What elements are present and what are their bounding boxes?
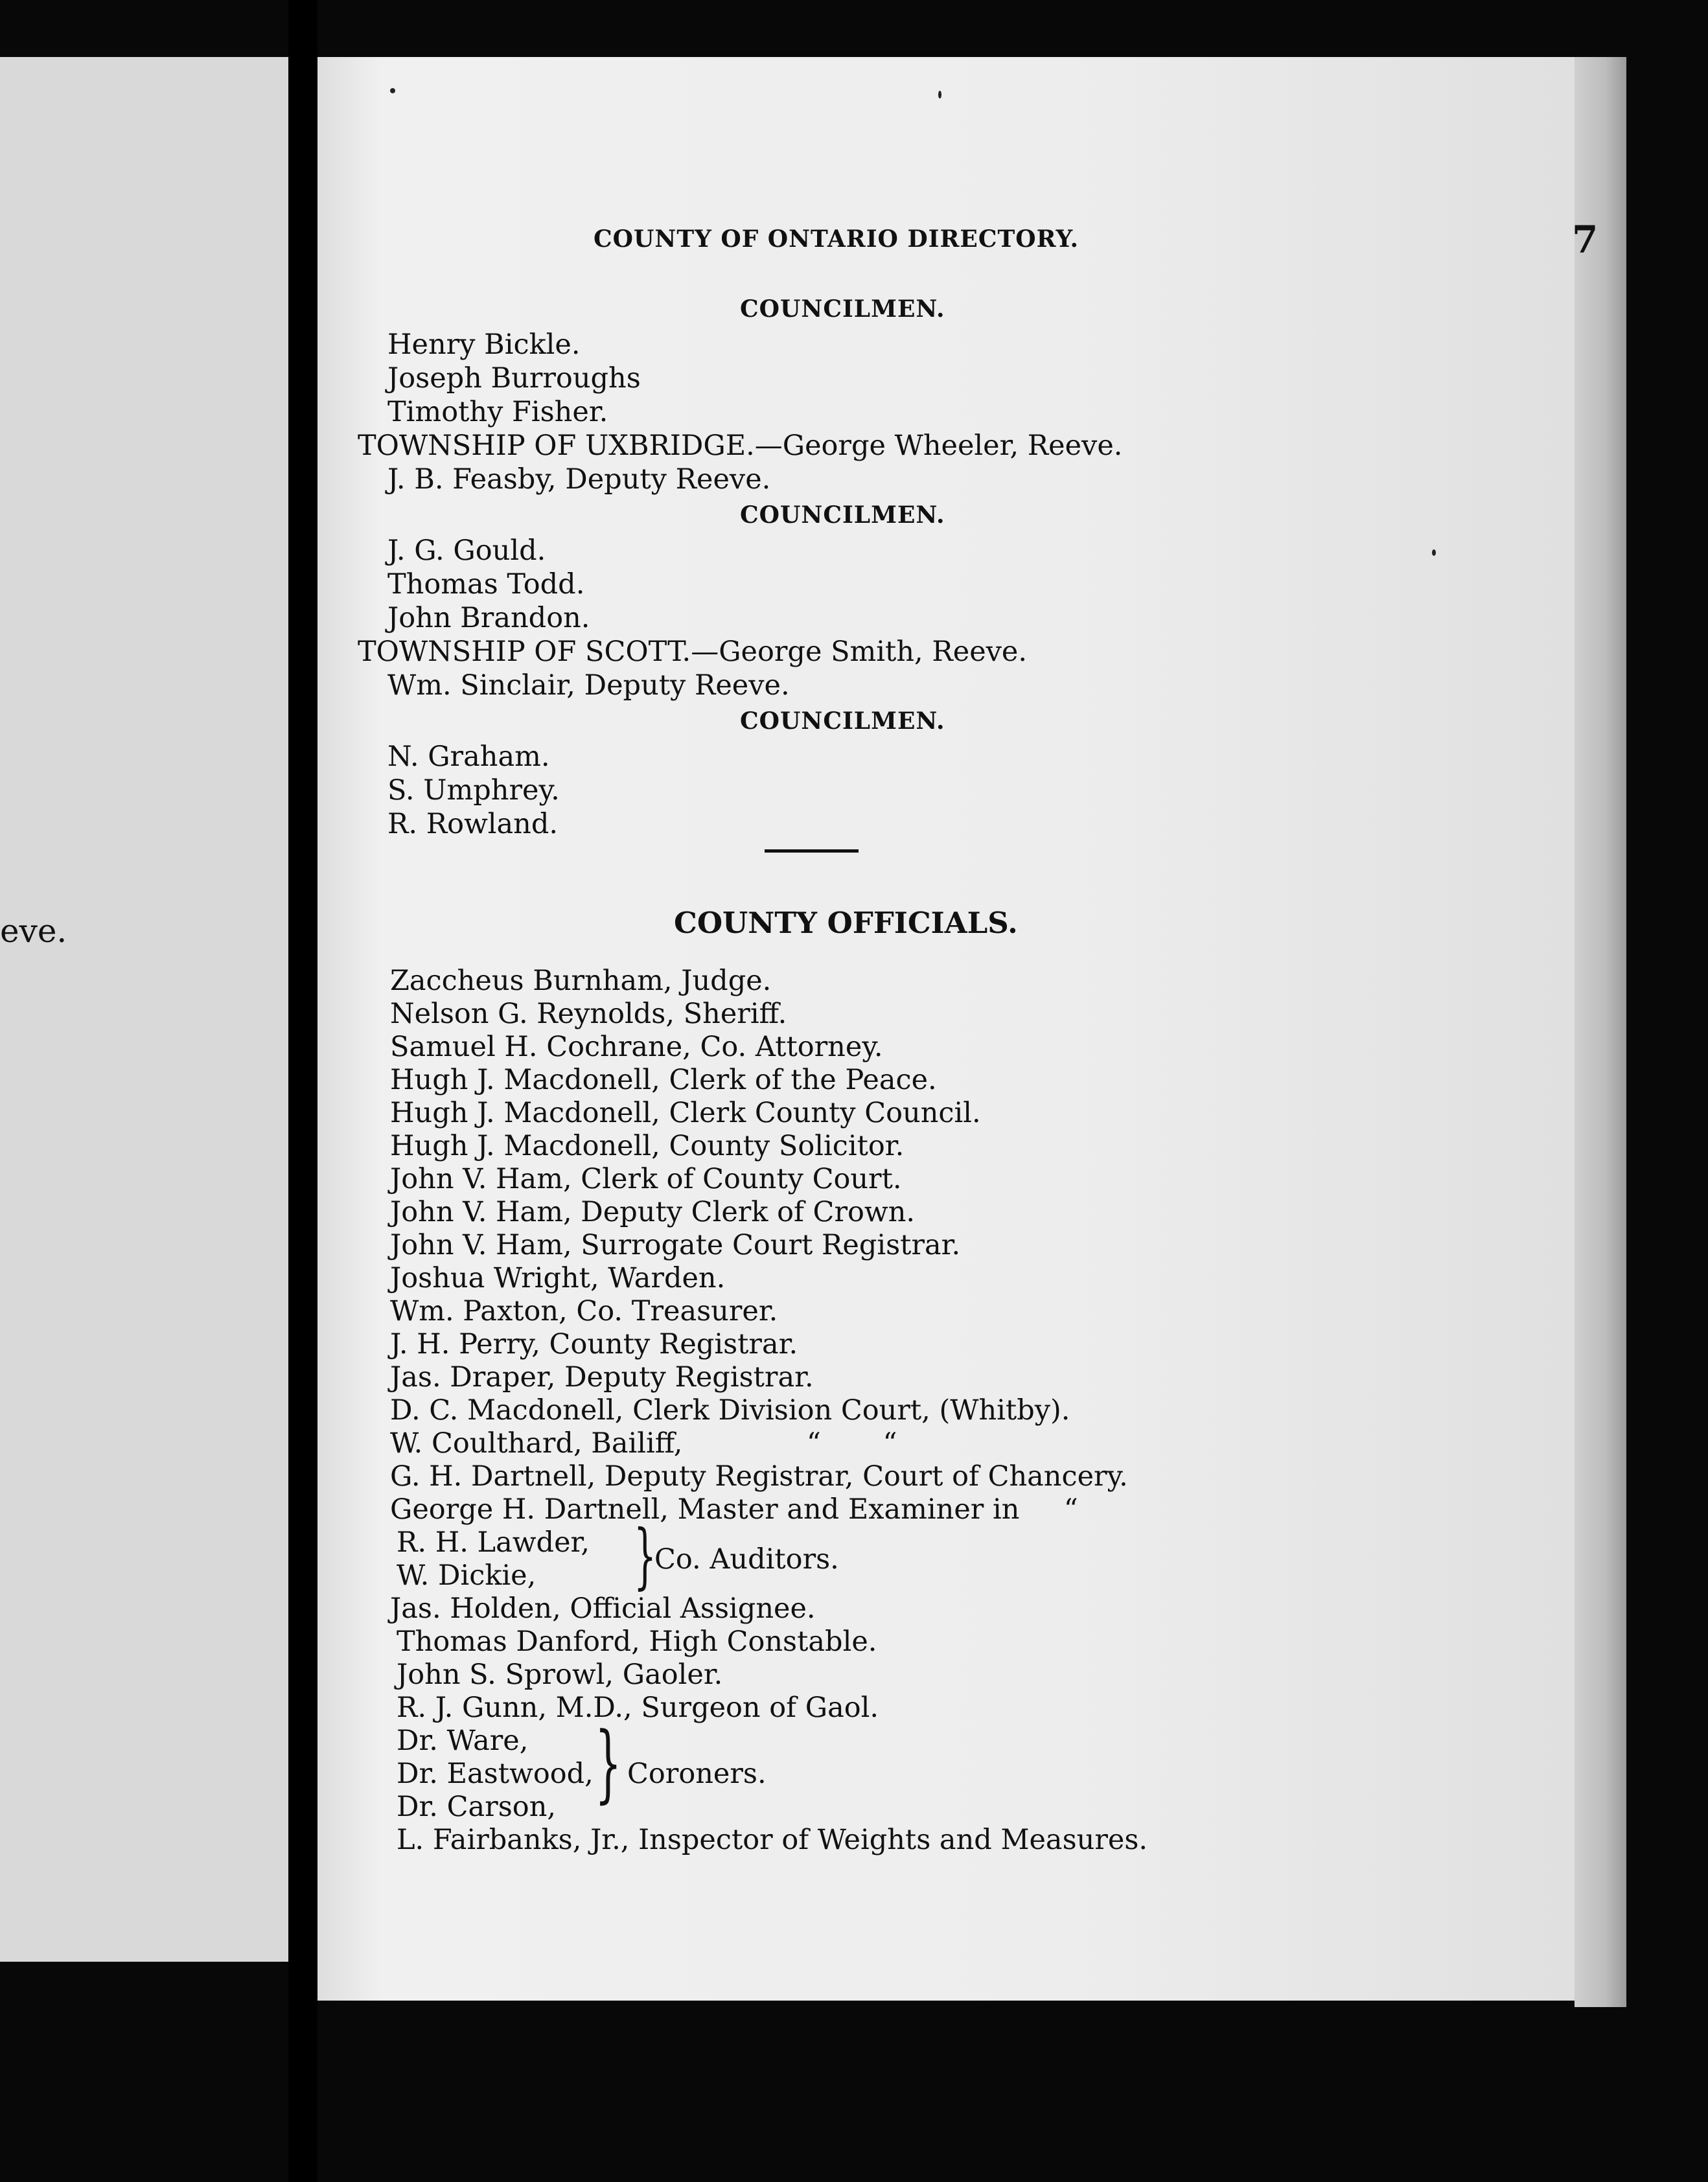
auditor-entry: W. Dickie, bbox=[397, 1559, 537, 1592]
header-title: COUNTY OF ONTARIO DIRECTORY. bbox=[594, 225, 1079, 253]
township-uxbridge-line bbox=[358, 429, 1122, 463]
official-entry: J. H. Perry, County Registrar. bbox=[390, 1328, 798, 1361]
official-entry: D. C. Macdonell, Clerk Division Court, (Whitby). bbox=[390, 1394, 1070, 1427]
councilmen-heading: COUNCILMEN. bbox=[740, 295, 945, 323]
township-scott-line bbox=[358, 635, 1027, 669]
page-edge bbox=[1575, 57, 1626, 2007]
print-speck bbox=[1432, 549, 1436, 556]
directory-page bbox=[317, 57, 1598, 2001]
left-page-fragment: eve. bbox=[0, 912, 67, 950]
official-entry: Samuel H. Cochrane, Co. Attorney. bbox=[390, 1031, 883, 1063]
coroner-entry: Dr. Eastwood, bbox=[397, 1758, 594, 1790]
councilman-entry: Henry Bickle. bbox=[387, 328, 581, 361]
book-gutter bbox=[288, 0, 317, 2182]
print-speck bbox=[390, 88, 395, 93]
official-entry: John V. Ham, Deputy Clerk of Crown. bbox=[390, 1196, 916, 1228]
coroners-brace: } bbox=[595, 1714, 622, 1812]
official-entry: Jas. Draper, Deputy Registrar. bbox=[390, 1361, 814, 1394]
councilman-entry: S. Umphrey. bbox=[387, 774, 560, 807]
councilman-entry: John Brandon. bbox=[387, 602, 590, 634]
reeve-entry: —George Wheeler, Reeve. bbox=[754, 430, 1123, 462]
councilman-entry: Thomas Todd. bbox=[387, 568, 585, 601]
official-entry: R. J. Gunn, M.D., Surgeon of Gaol. bbox=[397, 1692, 879, 1724]
official-entry: Hugh J. Macdonell, Clerk of the Peace. bbox=[390, 1064, 937, 1096]
councilmen-heading: COUNCILMEN. bbox=[740, 501, 945, 529]
section-divider bbox=[765, 849, 859, 853]
councilmen-heading: COUNCILMEN. bbox=[740, 707, 945, 735]
official-entry: Wm. Paxton, Co. Treasurer. bbox=[390, 1295, 778, 1327]
councilman-entry: J. G. Gould. bbox=[387, 534, 546, 567]
councilman-entry: R. Rowland. bbox=[387, 808, 559, 840]
deputy-reeve-entry: J. B. Feasby, Deputy Reeve. bbox=[387, 463, 771, 496]
official-entry: John S. Sprowl, Gaoler. bbox=[397, 1659, 723, 1691]
councilman-entry: Joseph Burroughs bbox=[387, 362, 641, 395]
auditors-label: Co. Auditors. bbox=[654, 1543, 839, 1576]
official-entry: Jas. Holden, Official Assignee. bbox=[390, 1592, 816, 1625]
official-entry: George H. Dartnell, Master and Examiner in “ bbox=[390, 1493, 1078, 1526]
official-entry: G. H. Dartnell, Deputy Registrar, Court of Chancery. bbox=[390, 1460, 1128, 1493]
township-name: TOWNSHIP OF SCOTT. bbox=[358, 636, 691, 668]
official-entry: Thomas Danford, High Constable. bbox=[397, 1625, 877, 1658]
official-entry: Nelson G. Reynolds, Sheriff. bbox=[390, 998, 787, 1030]
county-officials-title: COUNTY OFFICIALS. bbox=[674, 906, 1018, 940]
councilman-entry: N. Graham. bbox=[387, 741, 550, 773]
official-entry: Hugh J. Macdonell, Clerk County Council. bbox=[390, 1097, 981, 1129]
page-number: 7 bbox=[1572, 218, 1598, 262]
deputy-reeve-entry: Wm. Sinclair, Deputy Reeve. bbox=[387, 669, 790, 702]
official-entry: Zaccheus Burnham, Judge. bbox=[390, 965, 772, 997]
running-header bbox=[594, 218, 1598, 271]
councilman-entry: Timothy Fisher. bbox=[387, 396, 608, 428]
township-name: TOWNSHIP OF UXBRIDGE. bbox=[358, 430, 755, 462]
official-entry: Joshua Wright, Warden. bbox=[390, 1262, 726, 1294]
left-facing-page bbox=[0, 57, 288, 1962]
official-entry: W. Coulthard, Bailiff, “ “ bbox=[390, 1427, 897, 1460]
coroner-entry: Dr. Ware, bbox=[397, 1725, 529, 1757]
official-entry: John V. Ham, Surrogate Court Registrar. bbox=[390, 1229, 961, 1261]
print-speck bbox=[938, 91, 941, 98]
official-entry: L. Fairbanks, Jr., Inspector of Weights and Measures. bbox=[397, 1824, 1148, 1856]
official-entry: John V. Ham, Clerk of County Court. bbox=[390, 1163, 902, 1195]
coroners-label: Coroners. bbox=[627, 1758, 767, 1790]
auditors-brace: } bbox=[634, 1514, 656, 1597]
coroner-entry: Dr. Carson, bbox=[397, 1791, 557, 1823]
reeve-entry: —George Smith, Reeve. bbox=[691, 636, 1028, 668]
official-entry: Hugh J. Macdonell, County Solicitor. bbox=[390, 1130, 905, 1162]
auditor-entry: R. H. Lawder, bbox=[397, 1526, 590, 1559]
